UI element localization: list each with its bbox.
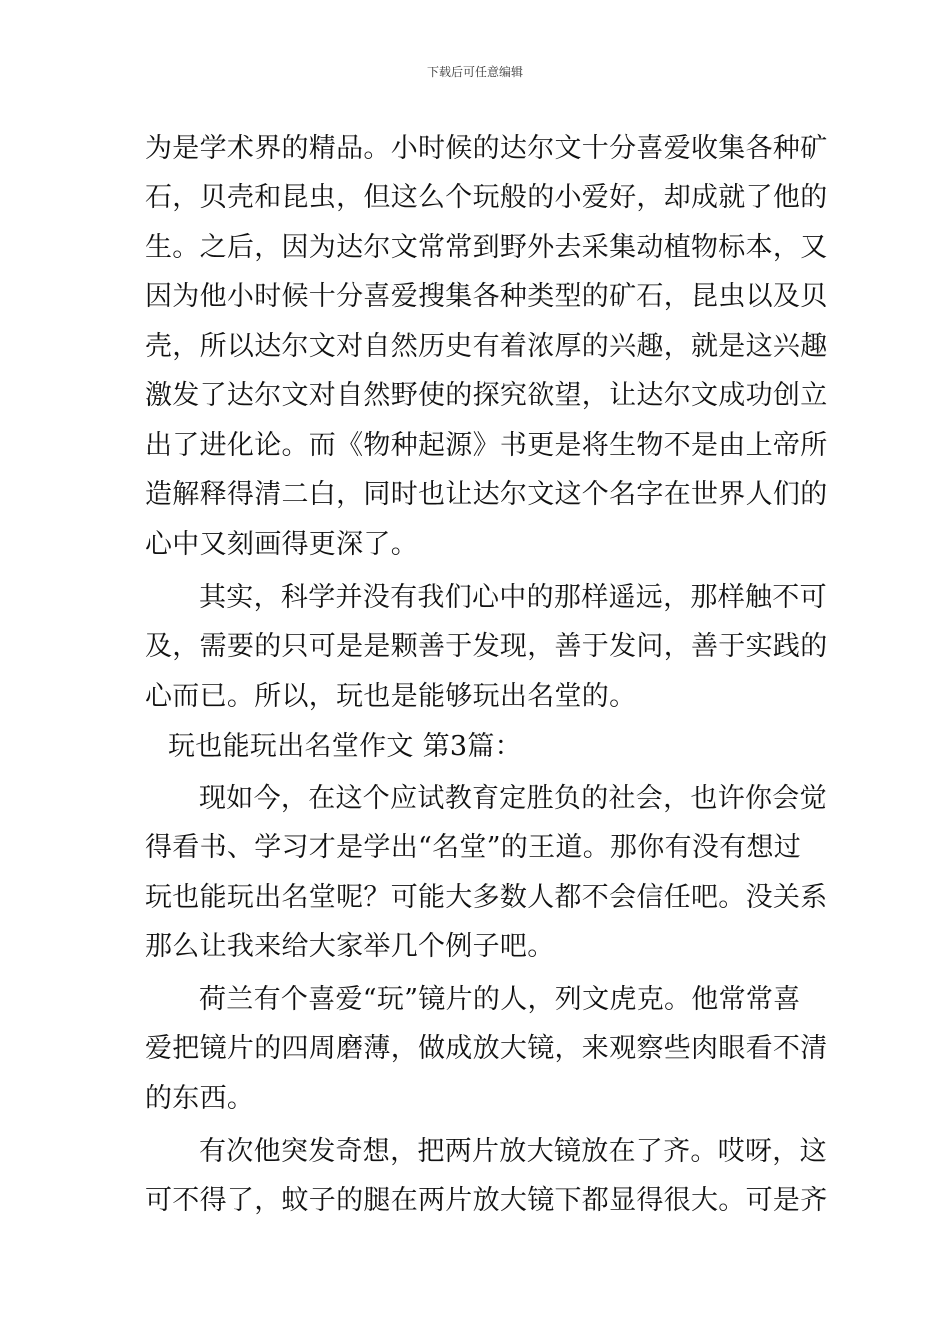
text-line: 得看书、学习才是学出“名堂”的王道。那你有没有想过 [145, 832, 802, 863]
text-line: 为是学术界的精品。小时候的达尔文十分喜爱收集各种矿 [145, 133, 828, 164]
text-line: 可不得了，蚊子的腿在两片放大镜下都显得很大。可是齐 [145, 1185, 828, 1216]
text-line: 激发了达尔文对自然野使的探究欲望，让达尔文成功创立 [145, 380, 828, 411]
text-line: 爱把镜片的四周磨薄，做成放大镜，来观察些肉眼看不清 [145, 1033, 828, 1064]
paragraph-first-line: 荷兰有个喜爱“玩”镜片的人，列文虎克。他常常喜 [199, 984, 801, 1015]
text-line: 造解释得清二白，同时也让达尔文这个名字在世界人们的 [145, 479, 828, 510]
text-line: 及，需要的只可是是颗善于发现，善于发问，善于实践的 [145, 631, 828, 662]
text-line: 壳，所以达尔文对自然历史有着浓厚的兴趣，就是这兴趣 [145, 331, 828, 362]
paragraph-first-line: 现如今，在这个应试教育定胜负的社会，也许你会觉 [199, 783, 827, 814]
text-line: 那么让我来给大家举几个例子吧。 [145, 931, 555, 962]
text-line: 生。之后，因为达尔文常常到野外去采集动植物标本，又 [145, 232, 828, 263]
page-header: 下载后可任意编辑 [426, 65, 523, 79]
text-line: 的东西。 [145, 1083, 255, 1114]
paragraph-first-line: 有次他突发奇想，把两片放大镜放在了齐。哎呀，这 [199, 1136, 827, 1167]
text-line: 心而已。所以，玩也是能够玩出名堂的。 [145, 681, 637, 712]
text-line: 出了进化论。而《物种起源》书更是将生物不是由上帝所 [145, 430, 828, 461]
text-line: 心中又刻画得更深了。 [145, 529, 418, 560]
section-heading: 玩也能玩出名堂作文 第3篇： [168, 731, 522, 762]
text-line: 因为他小时候十分喜爱搜集各种类型的矿石，昆虫以及贝 [145, 281, 828, 312]
paragraph-first-line: 其实，科学并没有我们心中的那样遥远，那样触不可 [199, 582, 827, 613]
text-line: 石，贝壳和昆虫，但这么个玩般的小爱好，却成就了他的 [145, 182, 828, 213]
text-line: 玩也能玩出名堂呢？可能大多数人都不会信任吧。没关系 [145, 882, 828, 913]
